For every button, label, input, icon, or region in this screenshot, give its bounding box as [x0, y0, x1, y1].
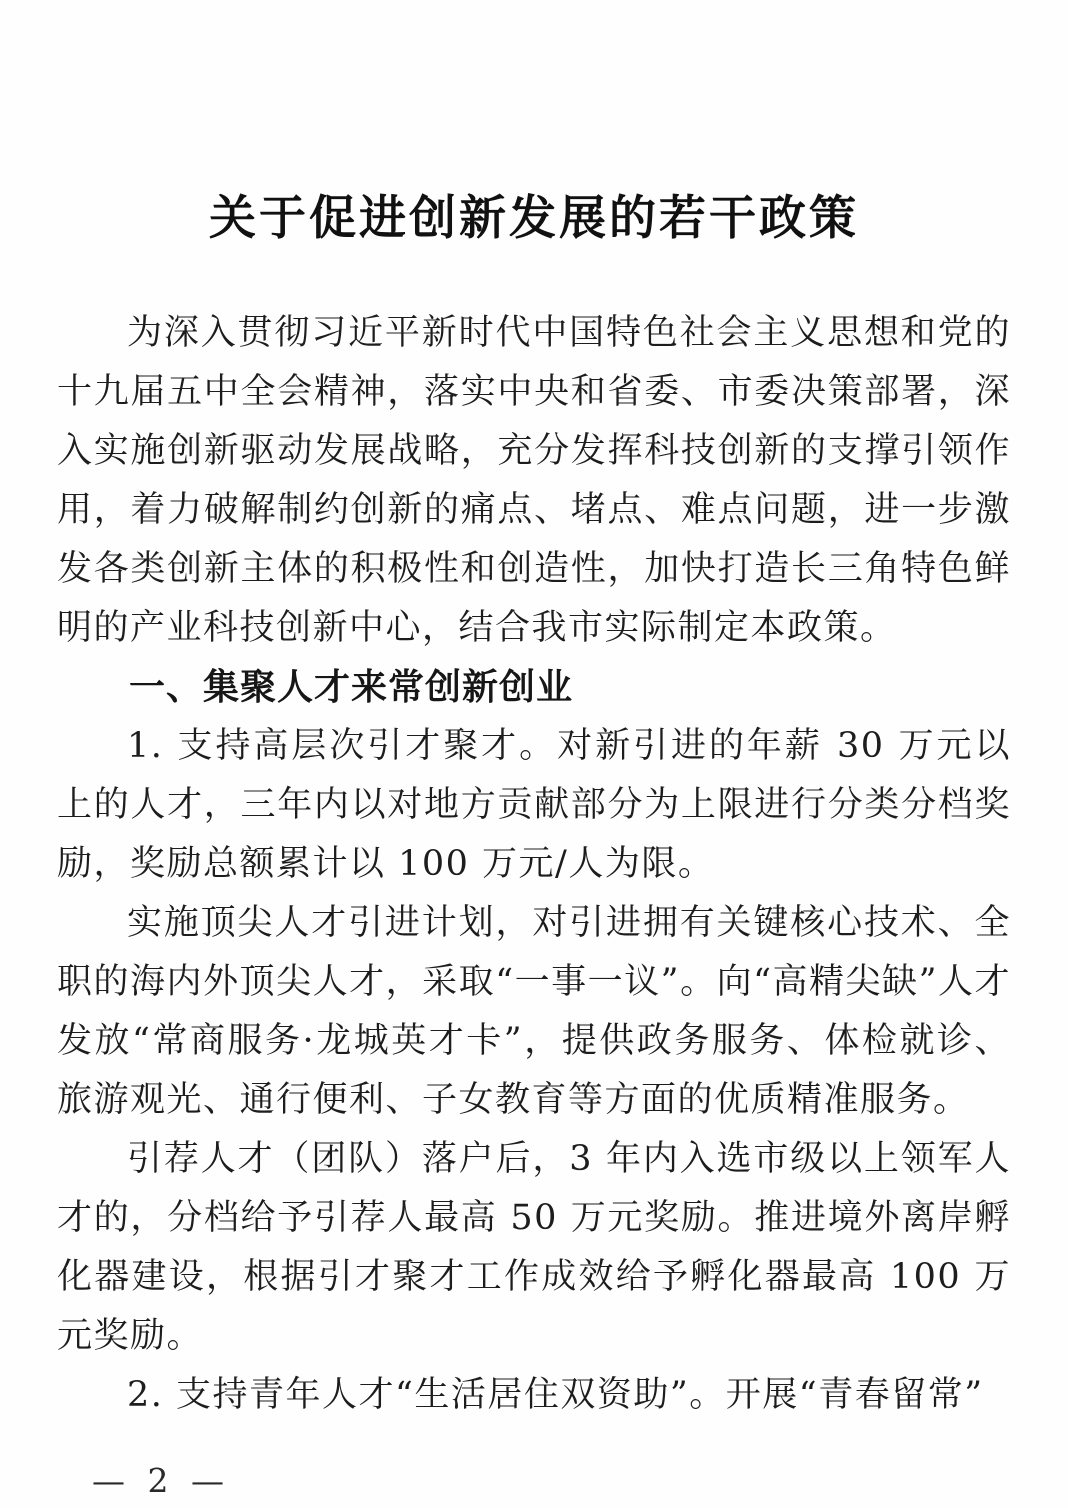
page-number: — 2 — — [92, 1461, 230, 1500]
document-content — [57, 0, 1011, 1425]
paragraph-item-1: 1. 支持高层次引才聚才。对新引进的年薪 30 万元以上的人才，三年内以对地方贡献部分为上限进行分类分档奖励，奖励总额累计以 100 万元/人为限。 — [57, 726, 1011, 884]
paragraph-preamble: 为深入贯彻习近平新时代中国特色社会主义思想和党的十九届五中全会精神，落实中央和省委、市委决策部署，深入实施创新驱动发展战略，充分发挥科技创新的支撑引领作用，着力破解制约创新的痛点、堵点、难点问题，进一步激发各类创新主体的积极性和创造性，加快打造长三角特色鲜明的产业科技创新中心，结合我市实际制定本政策。 — [57, 313, 1011, 648]
paragraph-top-talent-plan: 实施顶尖人才引进计划，对引进拥有关键核心技术、全职的海内外顶尖人才，采取“一事一议”。向“高精尖缺”人才发放“常商服务·龙城英才卡”，提供政务服务、体检就诊、旅游观光、通行便利、子女教育等方面的优质精准服务。 — [57, 903, 1011, 1120]
paragraph-referral-reward: 引荐人才（团队）落户后，3 年内入选市级以上领军人才的，分档给予引荐人最高 50 万元奖励。推进境外离岸孵化器建设，根据引才聚才工作成效给予孵化器最高 100 万元奖励。 — [57, 1139, 1011, 1356]
paragraph-item-2: 2. 支持青年人才“生活居住双资助”。开展“青春留常” — [127, 1375, 984, 1415]
document-title: 关于促进创新发展的若干政策 — [209, 191, 859, 246]
section-heading-talent: 一、集聚人才来常创新创业 — [129, 667, 574, 708]
